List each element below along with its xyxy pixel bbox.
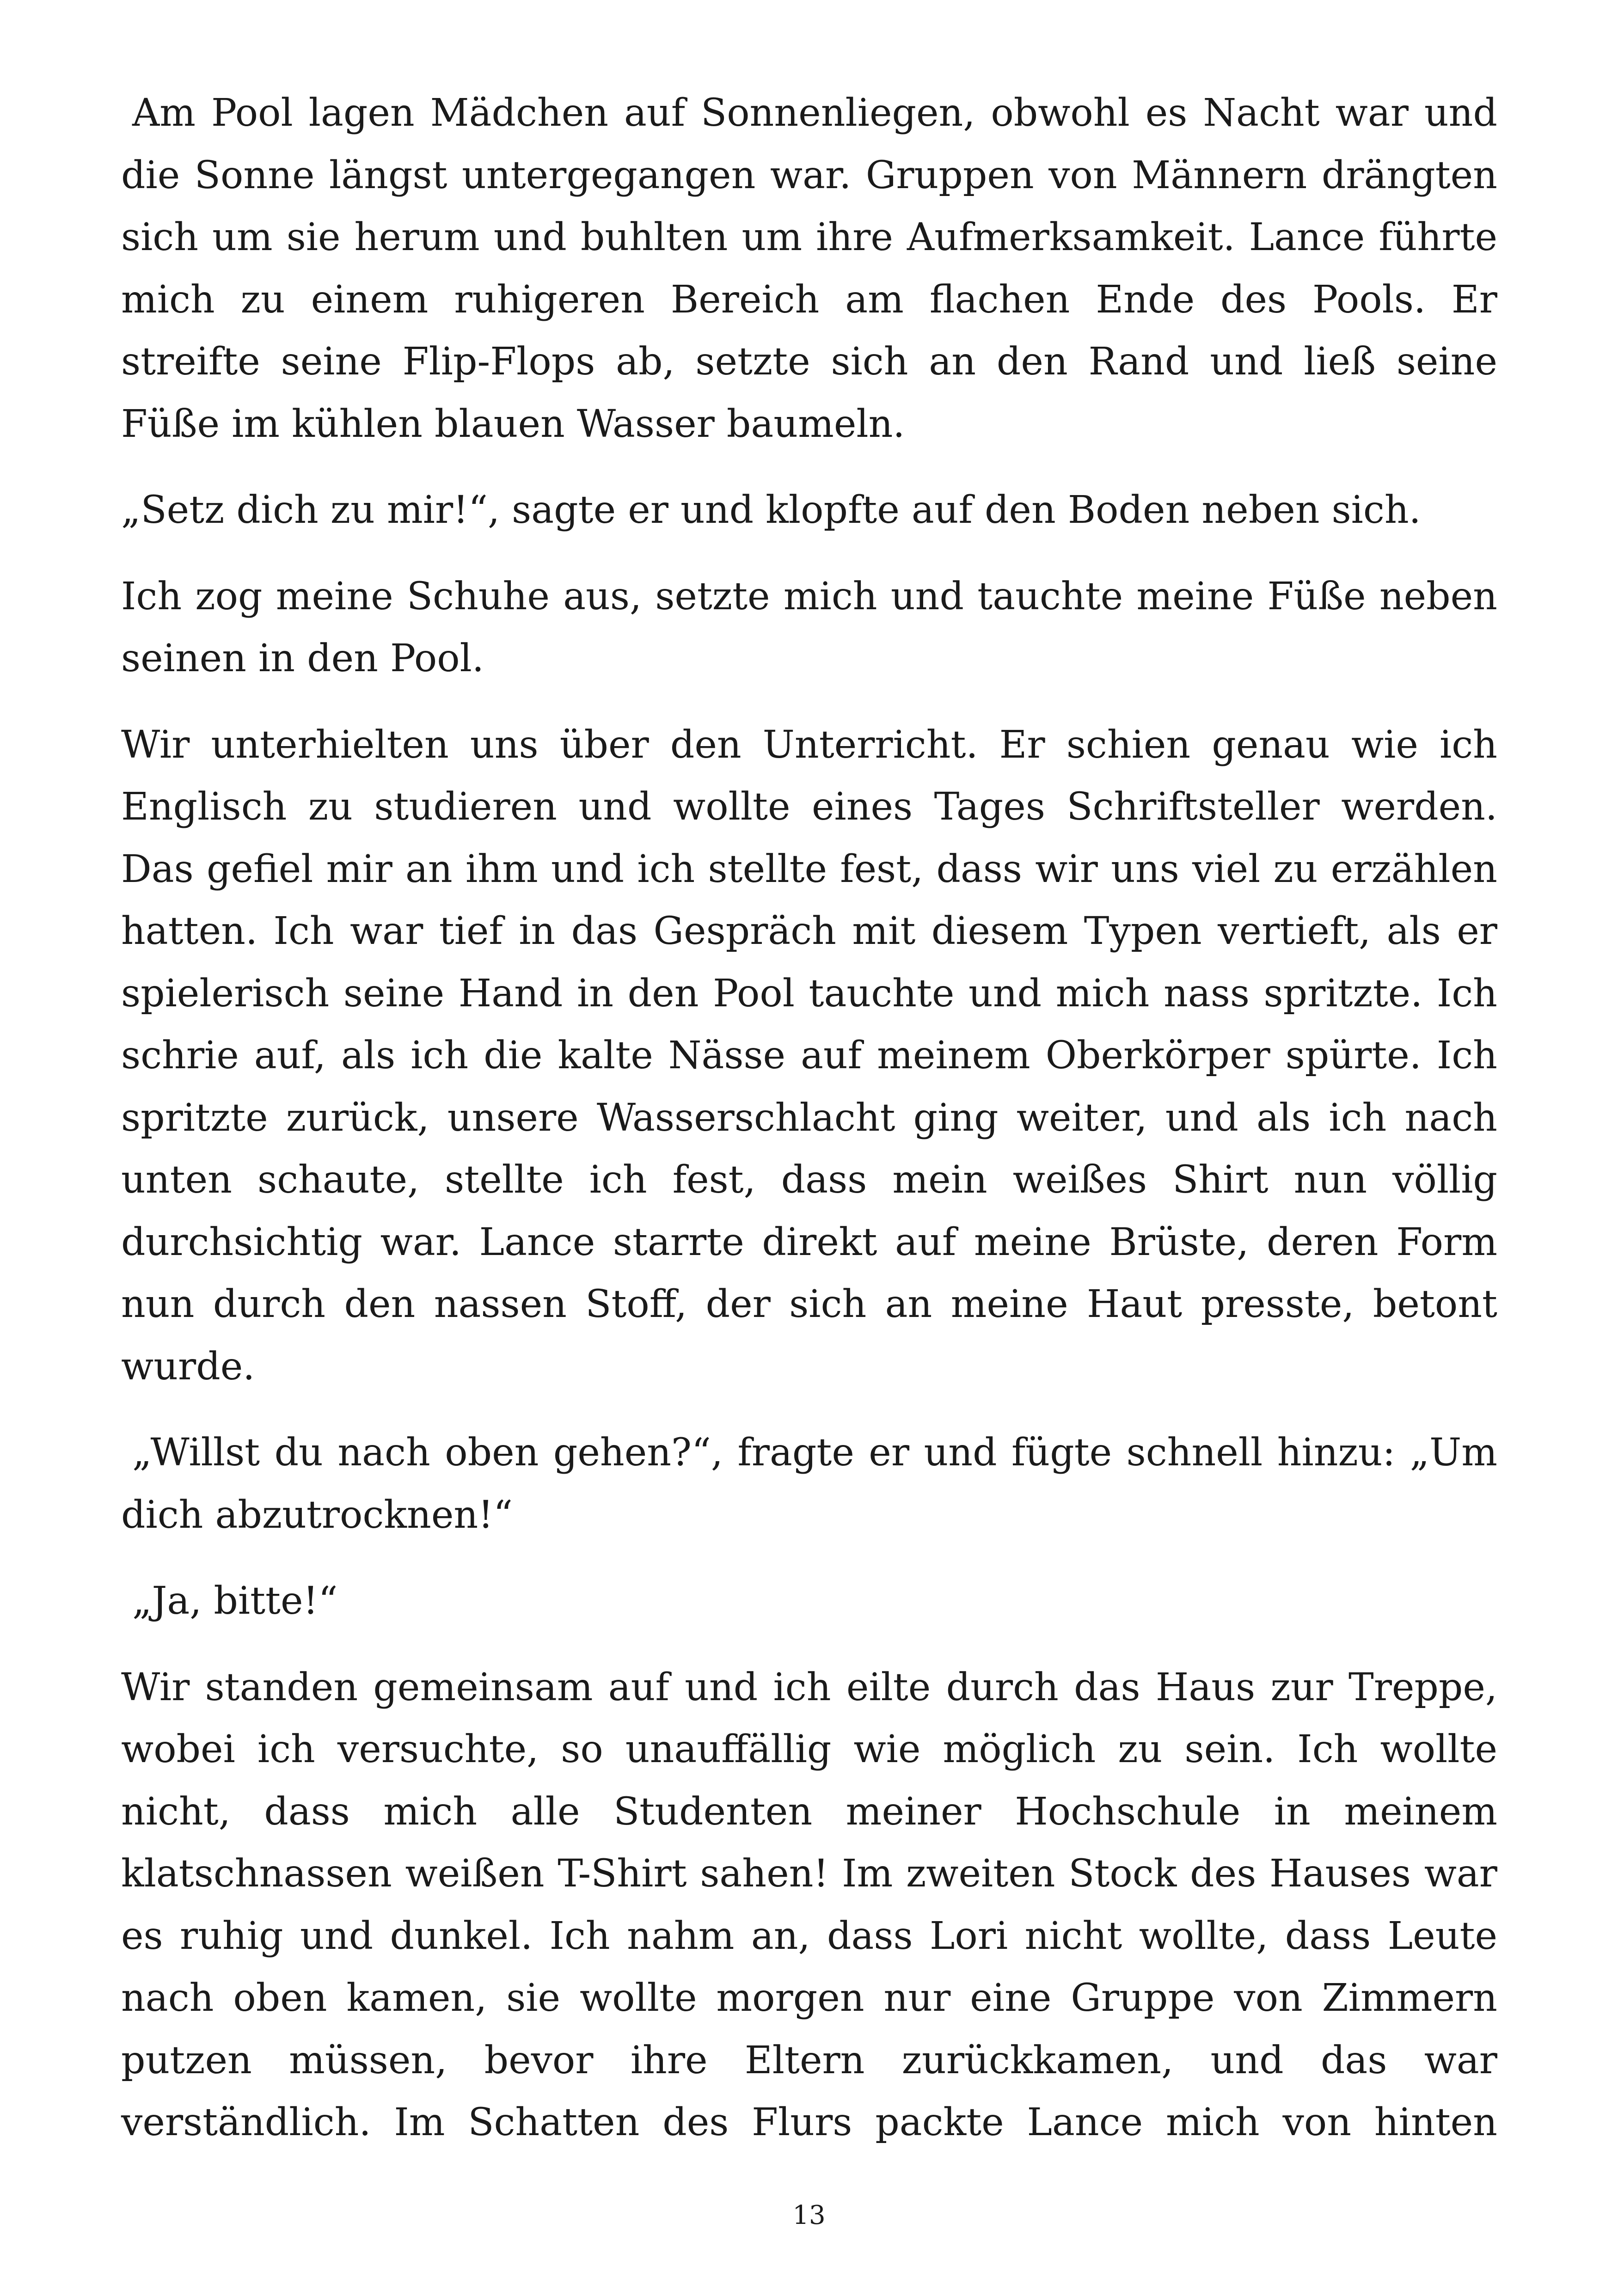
body-text xyxy=(121,82,1497,2154)
paragraph-yes-please: „Ja, bitte!“ xyxy=(132,1579,338,1623)
paragraph-pool-scene: Am Pool lagen Mädchen auf Sonnenliegen, obwohl es Nacht war und die Sonne längst untergegangen war. Gruppen von Männern drängten sich um sie herum und buhlten um ihre Aufmerksamkeit. Lance führte mich zu einem ruhigeren Bereich am flachen Ende des Pools. Er streifte seine Flip-Flops ab, setzte sich an den Rand und ließ seine Füße im kühlen blauen Wasser baumeln. xyxy=(121,91,1497,446)
paragraph-conversation: Wir unterhielten uns über den Unterricht. Er schien genau wie ich Englisch zu studieren und wollte eines Tages Schriftsteller werden. Das gefiel mir an ihm und ich stellte fest, dass wir uns viel zu erzählen hatten. Ich war tief in das Gespräch mit diesem Typen vertieft, als er spielerisch seine Hand in den Pool tauchte und mich nass spritzte. Ich schrie auf, als ich die kalte Nässe auf meinem Oberkörper spürte. Ich spritzte zurück, unsere Wasserschlacht ging weiter, und als ich nach unten schaute, stellte ich fest, dass mein weißes Shirt nun völlig durchsichtig war. Lance starrte direkt auf meine Brüste, deren Form nun durch den nassen Stoff, der sich an meine Haut presste, betont wurde. xyxy=(121,722,1497,1389)
paragraph-sit-with-me: „Setz dich zu mir!“, sagte er und klopfte auf den Boden neben sich. xyxy=(121,488,1421,532)
page-number: 13 xyxy=(792,2200,826,2230)
paragraph-shoes-off: Ich zog meine Schuhe aus, setzte mich und tauchte meine Füße neben seinen in den Pool. xyxy=(121,574,1497,680)
paragraph-stairs: Wir standen gemeinsam auf und ich eilte durch das Haus zur Treppe, wobei ich versuchte, so unauffällig wie möglich zu sein. Ich wollte nicht, dass mich alle Studenten meiner Hochschule in meinem klatschnassen weißen T-Shirt sahen! Im zweiten Stock des Hauses war es ruhig und dunkel. Ich nahm an, dass Lori nicht wollte, dass Leute nach oben kamen, sie wollte morgen nur eine Gruppe von Zimmern putzen müssen, bevor ihre Eltern zurückkamen, und das war verständlich. Im Schatten des Flurs packte Lance mich von hinten xyxy=(121,1665,1497,2144)
paragraph-go-upstairs: „Willst du nach oben gehen?“, fragte er und fügte schnell hinzu: „Um dich abzutrocknen!“ xyxy=(121,1431,1497,1537)
